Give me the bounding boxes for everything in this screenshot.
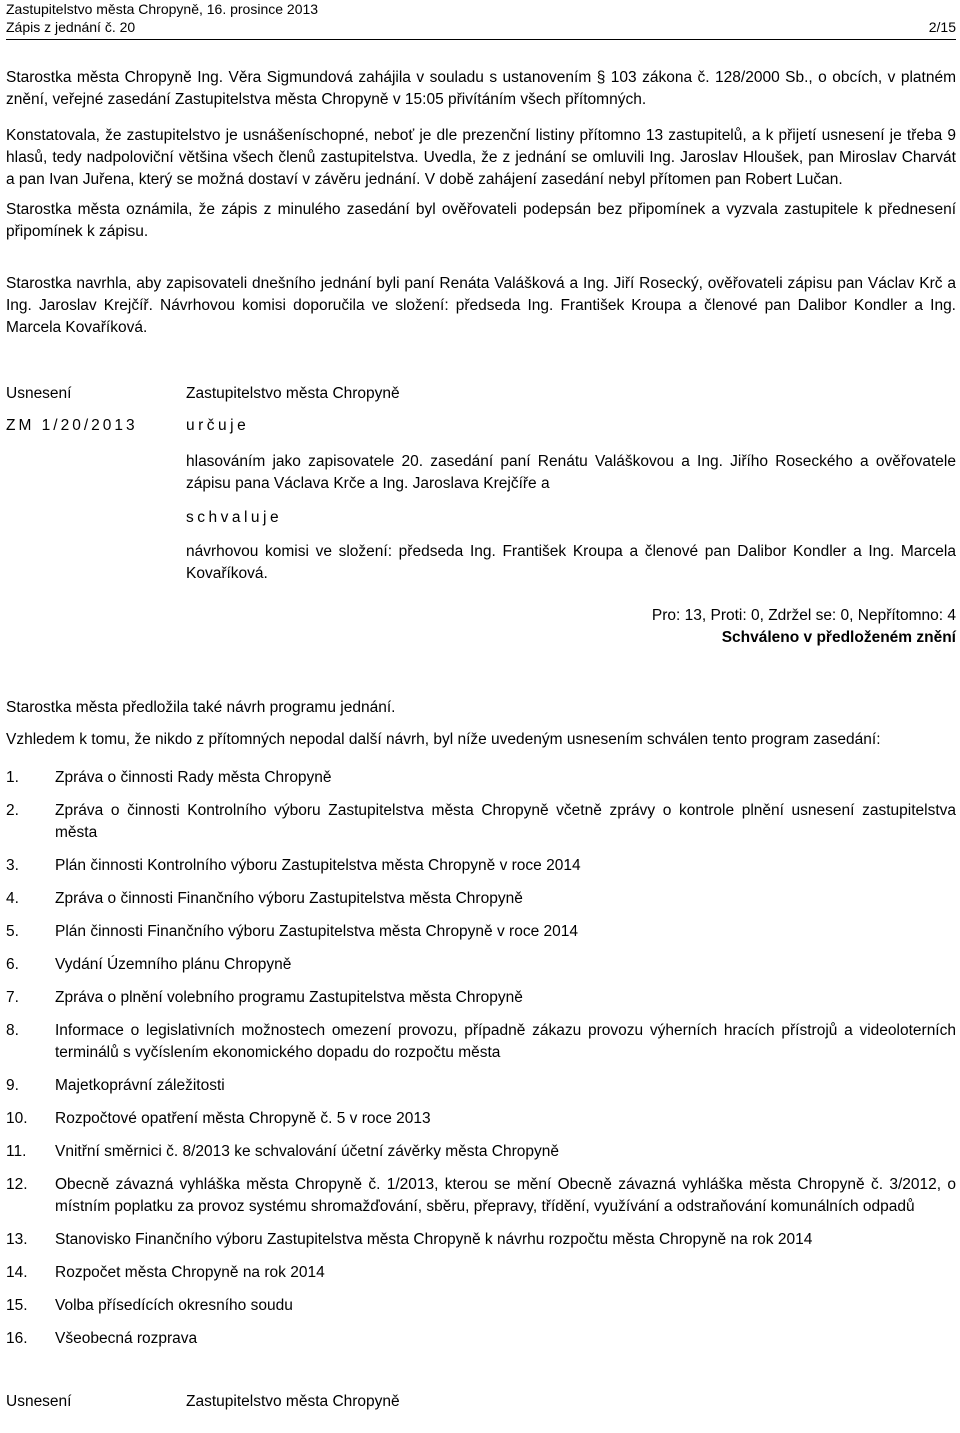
agenda-item-number: 13.	[6, 1231, 28, 1248]
agenda-item-text: Zpráva o činnosti Kontrolního výboru Zastupitelstva města Chropyně včetně zprávy o kontrole plnění usnesení zastupitelstva města	[55, 802, 956, 841]
agenda-item-text: Stanovisko Finančního výboru Zastupitelstva města Chropyně k návrhu rozpočtu města Chropyně na rok 2014	[55, 1231, 813, 1248]
header-title: Zastupitelstvo města Chropyně, 16. prosince 2013	[6, 1, 319, 17]
agenda-item-number: 12.	[6, 1176, 28, 1193]
agenda-item	[6, 767, 956, 789]
agenda-item-text: Vydání Územního plánu Chropyně	[55, 956, 292, 973]
approval-status: Schváleno v předloženém znění	[721, 629, 956, 646]
agenda-item-number: 6.	[6, 956, 19, 973]
agenda-item-number: 1.	[6, 769, 19, 786]
agenda-list	[6, 767, 956, 1350]
agenda-item	[6, 855, 956, 877]
agenda-item-number: 8.	[6, 1022, 19, 1039]
agenda-item	[6, 1229, 956, 1251]
agenda-item-text: Plán činnosti Kontrolního výboru Zastupitelstva města Chropyně v roce 2014	[55, 857, 581, 874]
agenda-item	[6, 1108, 956, 1130]
agenda-item-text: Zpráva o činnosti Rady města Chropyně	[55, 769, 332, 786]
agenda-item	[6, 1020, 956, 1064]
document-page	[6, 0, 956, 1413]
agenda-item-number: 11.	[6, 1143, 27, 1160]
resolution-body: Zastupitelstvo města Chropyně	[186, 385, 400, 402]
paragraph-opening: Starostka města Chropyně Ing. Věra Sigmundová zahájila v souladu s ustanovením § 103 zákona č. 128/2000 Sb., o obcích, v platném znění, veřejné zasedání Zastupitelstva města Chropyně v 15:05 přivítáním všech přítomných.	[6, 69, 956, 108]
agenda-item	[6, 954, 956, 976]
agenda-item-number: 16.	[6, 1330, 28, 1347]
resolution-label: Usnesení	[6, 385, 72, 402]
resolution-block	[6, 383, 956, 649]
vote-result: Pro: 13, Proti: 0, Zdržel se: 0, Nepřítomno: 4	[651, 607, 956, 624]
paragraph-quorum: Konstatovala, že zastupitelstvo je usnášeníschopné, neboť je dle prezenční listiny přítomno 13 zastupitelů, a k přijetí usnesení je třeba 9 hlasů, tedy nadpoloviční většina všech členů zastupitelstva. Uvedla, že z jednání se omluvili Ing. Jaroslav Hloušek, pan Miroslav Charvát a pan Ivan Juřena, který se možná dostaví v závěru jednání. V době zahájení zasedání nebyl přítomen pan Robert Lučan.	[6, 127, 956, 188]
agenda-item	[6, 1141, 956, 1163]
agenda-item-number: 4.	[6, 890, 19, 907]
resolution-block-2	[6, 1391, 956, 1413]
agenda-item-number: 7.	[6, 989, 19, 1006]
agenda-item	[6, 987, 956, 1009]
agenda-item-number: 5.	[6, 923, 19, 940]
resolution-verb-urcuje: určuje	[186, 417, 250, 434]
page-number: 2/15	[928, 19, 956, 35]
paragraph-proposal: Starostka navrhla, aby zapisovateli dnešního jednání byli paní Renáta Valášková a Ing. Jiří Rosecký, ověřovateli zápisu pan Václav Krč a Ing. Jaroslav Krejčíř. Návrhovou komisi doporučila ve složení: předseda Ing. František Kroupa a členové pan Dalibor Kondler a Ing. Marcela Kovaříková.	[6, 275, 956, 336]
agenda-item-number: 3.	[6, 857, 19, 874]
program-intro: Starostka města předložila také návrh programu jednání.	[6, 699, 396, 716]
agenda-item-text: Volba přísedících okresního soudu	[55, 1297, 293, 1314]
agenda-item-number: 2.	[6, 802, 19, 819]
resolution-label-2: Usnesení	[6, 1393, 72, 1410]
agenda-item-number: 9.	[6, 1077, 19, 1094]
agenda-item-text: Zpráva o plnění volebního programu Zastupitelstva města Chropyně	[55, 989, 523, 1006]
agenda-item-text: Všeobecná rozprava	[55, 1330, 198, 1347]
agenda-item-text: Rozpočtové opatření města Chropyně č. 5 v roce 2013	[55, 1110, 431, 1127]
agenda-item-text: Majetkoprávní záležitosti	[55, 1077, 225, 1094]
resolution-text-1: hlasováním jako zapisovatele 20. zasedání paní Renátu Valáškovou a Ing. Jiřího Roseckého a ověřovatele zápisu pana Václava Krče a Ing. Jaroslava Krejčíře a	[186, 453, 956, 492]
resolution-verb-schvaluje: schvaluje	[186, 509, 283, 526]
resolution-number: ZM 1/20/2013	[6, 417, 138, 434]
paragraph-minutes: Starostka města oznámila, že zápis z minulého zasedání byl ověřovateli podepsán bez připomínek a vyzvala zastupitele k přednesení připomínek k zápisu.	[6, 201, 956, 240]
agenda-item	[6, 800, 956, 844]
agenda-item-text: Zpráva o činnosti Finančního výboru Zastupitelstva města Chropyně	[55, 890, 523, 907]
agenda-item	[6, 921, 956, 943]
agenda-item	[6, 888, 956, 910]
agenda-item-text: Rozpočet města Chropyně na rok 2014	[55, 1264, 325, 1281]
agenda-item	[6, 1262, 956, 1284]
agenda-item	[6, 1174, 956, 1218]
agenda-item-text: Informace o legislativních možnostech omezení provozu, případně zákazu provozu výherních hracích přístrojů a videoloterních terminálů s vyčíslením ekonomického dopadu do rozpočtu města	[55, 1022, 956, 1061]
agenda-item	[6, 1295, 956, 1317]
agenda-item	[6, 1075, 956, 1097]
resolution-text-2: návrhovou komisi ve složení: předseda Ing. František Kroupa a členové pan Dalibor Kondler a Ing. Marcela Kovaříková.	[186, 543, 956, 582]
agenda-item-number: 10.	[6, 1110, 28, 1127]
agenda-item	[6, 1328, 956, 1350]
program-intro-2: Vzhledem k tomu, že nikdo z přítomných nepodal další návrh, byl níže uvedeným usnesením schválen tento program zasedání:	[6, 731, 881, 748]
agenda-item-text: Vnitřní směrnici č. 8/2013 ke schvalování účetní závěrky města Chropyně	[55, 1143, 559, 1160]
resolution-body-2: Zastupitelstvo města Chropyně	[186, 1393, 400, 1410]
agenda-item-text: Plán činnosti Finančního výboru Zastupitelstva města Chropyně v roce 2014	[55, 923, 578, 940]
page-header	[6, 0, 956, 40]
agenda-item-number: 15.	[6, 1297, 28, 1314]
agenda-item-text: Obecně závazná vyhláška města Chropyně č. 1/2013, kterou se mění Obecně závazná vyhláška města Chropyně č. 3/2012, o místním poplatku za provoz systému shromažďování, sběru, přepravy, třídění, využívání a odstraňování komunálních odpadů	[55, 1176, 956, 1215]
agenda-item-number: 14.	[6, 1264, 28, 1281]
header-subtitle: Zápis z jednání č. 20	[6, 19, 136, 35]
